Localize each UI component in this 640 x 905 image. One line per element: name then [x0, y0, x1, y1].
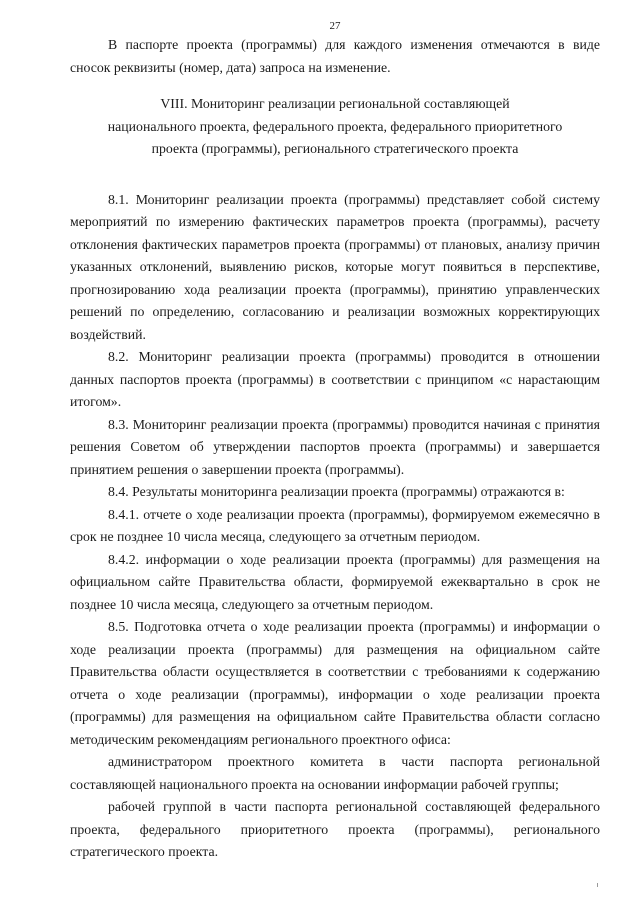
paragraph-8-4-1: 8.4.1. отчете о ходе реализации проекта (программы), формируемом ежемесячно в срок не позднее 10 числа месяца, следующего за отчетным периодом. [70, 506, 600, 544]
paragraph-8-3: 8.3. Мониторинг реализации проекта (программы) проводится начиная с принятия решения Советом об утверждении паспортов проекта (программы) и завершается принятием решения о завершении проекта (программы). [70, 416, 600, 477]
page-number: 27 [329, 20, 341, 32]
heading-line-2: национального проекта, федерального проекта, федерального приоритетного [107, 118, 563, 134]
document-page [70, 0, 600, 905]
paragraph-8-2: 8.2. Мониторинг реализации проекта (программы) проводится в отношении данных паспортов проекта (программы) в соответствии с принципом «с нарастающим итогом». [70, 349, 600, 409]
paragraph-8-4-2: 8.4.2. информации о ходе реализации проекта (программы) для размещения на официальном сайте Правительства области, формируемой ежеквартально в срок не позднее 10 числа месяца, следующего за отчетным периодом. [70, 551, 600, 612]
paragraph-8-1: 8.1. Мониторинг реализации проекта (программы) представляет собой систему мероприятий по измерению фактических параметров проекта (программы), расчету отклонения фактических параметров проекта (программы) от плановых, анализу причин указанных отклонений, выявлению рисков, которые могут появиться в перспективе, прогнозированию хода реализации проекта (программы), принятию управленческих решений по определению, согласованию и реализации возможных корректирующих воздействий. [70, 191, 600, 342]
heading-line-3: проекта (программы), регионального стратегического проекта [151, 141, 519, 156]
paragraph-8-5: 8.5. Подготовка отчета о ходе реализации проекта (программы) и информации о ходе реализации проекта (программы) для размещения на официальном сайте Правительства области осуществляется в соответствии с требованиями к содержанию отчета о ходе реализации (программы), информации о ходе реализации проекта (программы) для размещения на официальном сайте Правительства области согласно методическим рекомендациям регионального проектного офиса: [70, 619, 600, 747]
document-body [70, 34, 600, 864]
paragraph-administrator: администратором проектного комитета в части паспорта региональной составляющей национального проекта на основании информации рабочей группы; [70, 754, 600, 792]
paragraph-working-group: рабочей группой в части паспорта региональной составляющей федерального проекта, федерального приоритетного проекта (программы), регионального стратегического проекта. [70, 799, 600, 859]
paragraph-8-4: 8.4. Результаты мониторинга реализации проекта (программы) отражаются в: [108, 484, 565, 499]
intro-paragraph: В паспорте проекта (программы) для каждого изменения отмечаются в виде сносок реквизиты (номер, дата) запроса на изменение. [70, 37, 600, 75]
section-heading [70, 93, 600, 161]
heading-line-1: VIII. Мониторинг реализации региональной составляющей [160, 96, 510, 111]
scan-mark [597, 883, 598, 887]
